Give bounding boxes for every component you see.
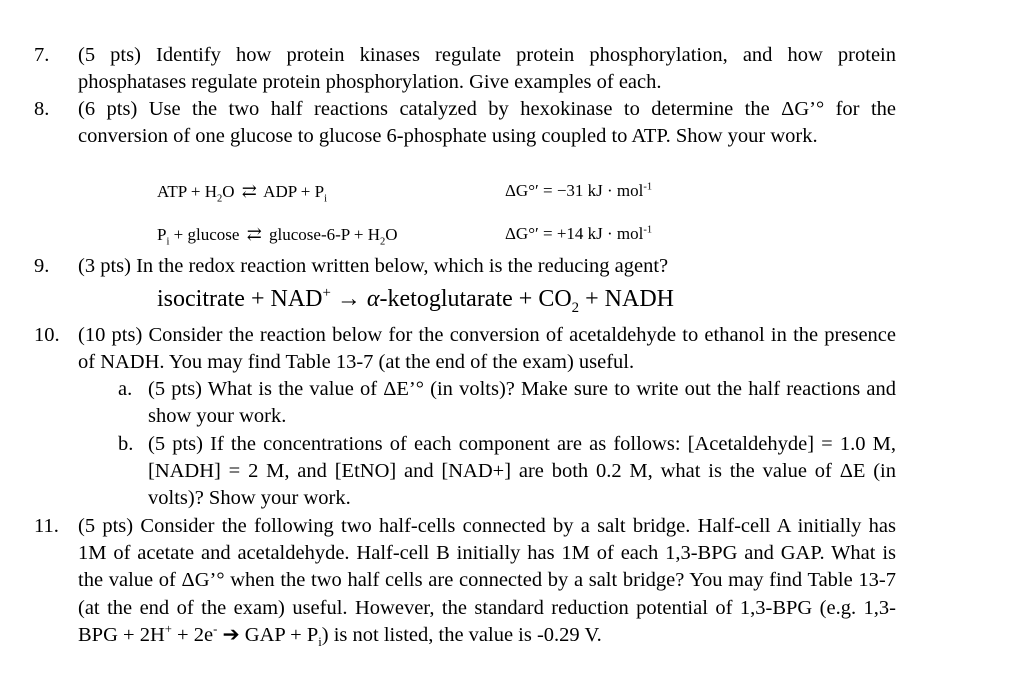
question-10a-label: a. (118, 378, 133, 400)
reaction-1-delta-g: ΔG°′ = −31 kJ · mol$^{-1}$ (505, 181, 653, 200)
reaction-1-equation: ATP + $H_2O$ ⇄ ADP + $P_i$ (157, 181, 328, 205)
reaction-arrow-icon: → (336, 286, 361, 312)
question-10b-text: (5 pts) If the concentrations of each component are as follows: [Acetaldehyde] = 1.0 M, [NADH] = 2 M, and [EtNO] and [NAD+] are both 0.2 M, what is the value of ΔE (in volts)? Show your work. (148, 433, 896, 510)
reaction-2-equation: $P_i + glucose$ ⇄ $glucose-6-P + H_2O$ (157, 224, 398, 248)
question-9-number: 9. (34, 255, 50, 277)
right-arrow-icon: ➔ (222, 623, 240, 646)
question-11-text: (5 pts) Consider the following two half-cells connected by a salt bridge. Half-cell A initially has 1M of acetate and acetaldehyde. Half-cell B initially has 1M of each 1,3-BPG and GAP. What is the value of ΔG’° when the two half cells are connected by a salt bridge? You may find Table 13-7 (at the end of the exam) useful. However, the standard reduction potential of 1,3-BPG (e.g. 1,3-BPG + 2H+ + 2e- ➔ GAP + $P_i$) is not listed, the value is -0.29 V. (78, 515, 896, 649)
reaction-2-delta-g: ΔG°′ = +14 kJ · mol$^{-1}$ (505, 224, 653, 243)
question-10-text: (10 pts) Consider the reaction below for the conversion of acetaldehyde to ethanol in the presence of NADH. You may find Table 13-7 (at the end of the exam) useful. (78, 324, 896, 374)
question-8-text: (6 pts) Use the two half reactions catalyzed by hexokinase to determine the ΔG’° for the conversion of one glucose to glucose 6-phosphate using coupled to ATP. Show your work. (78, 98, 896, 148)
redox-equation: isocitrate + NAD+ → α-ketoglutarate + $CO_2$ + NADH (157, 285, 674, 316)
question-7-text: (5 pts) Identify how protein kinases regulate protein phosphorylation, and how protein phosphatases regulate protein phosphorylation. Give examples of each. (78, 44, 896, 94)
question-10-number: 10. (34, 324, 60, 346)
question-10b-label: b. (118, 433, 134, 455)
question-8-number: 8. (34, 98, 50, 120)
question-9-text: (3 pts) In the redox reaction written below, which is the reducing agent? (78, 255, 669, 277)
question-7-number: 7. (34, 44, 50, 66)
equilibrium-arrow-icon: ⇄ (246, 224, 262, 244)
question-10a-text: (5 pts) What is the value of ΔE’° (in volts)? Make sure to write out the half reactions and show your work. (148, 378, 896, 428)
equilibrium-arrow-icon: ⇄ (241, 181, 257, 201)
question-11-number: 11. (34, 515, 59, 537)
